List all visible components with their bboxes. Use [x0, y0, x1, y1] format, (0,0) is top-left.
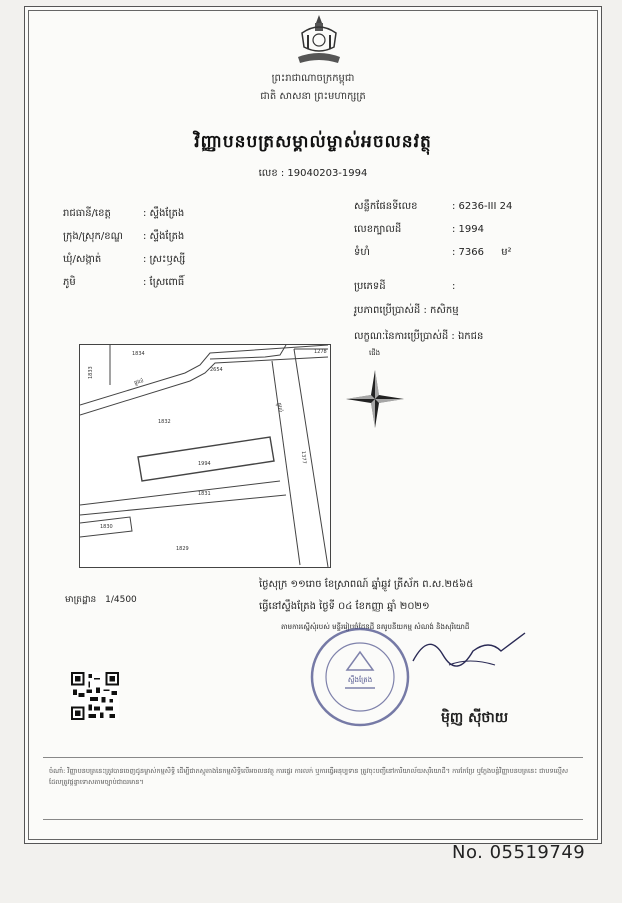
- issue-date-line: ធ្វើនៅស្ទឹងត្រែង ថ្ងៃទី ០៤ ខែកញ្ញា ឆ្នាំ ២០២១: [259, 601, 430, 612]
- certificate-number-label: លេខ :: [258, 168, 285, 179]
- handwritten-signature-icon: [409, 621, 529, 681]
- certificate-sheet: [28, 10, 598, 840]
- signer-name: ម៉ិញ ស៊ីថាយ: [441, 710, 509, 726]
- footnote-divider: [43, 757, 583, 758]
- royal-emblem-icon: [294, 13, 344, 67]
- lunar-date-line: ថ្ងៃសុក្រ ១១រោច ខែស្រាពណ៍ ឆ្នាំឆ្លូវ ត្រីស័ក ព.ស.២៥៦៥: [259, 579, 474, 590]
- map-label-1377: 1377: [299, 450, 307, 465]
- map-label-1832: 1832: [158, 419, 171, 425]
- parcel-row-map-sheet: សន្លឹកផែនទីលេខ : 6236-III 24: [354, 201, 513, 212]
- location-row-province: រាជធានី/ខេត្ត : ស្ទឹងត្រែង: [63, 208, 185, 219]
- compass-rose-icon: [344, 368, 406, 430]
- map-scale-label: មាត្រដ្ឋាន: [65, 595, 97, 605]
- map-scale-value: 1/4500: [105, 595, 137, 605]
- footnote-text: ចំណាំ: វិញ្ញាបនបត្រនេះត្រូវបានចេញជូនម្ចាស់កម្មសិទ្ធិ ដើម្បីជាភស្តុតាងនៃកម្មសិទ្ធិលើអចលនវត្ថុ ការផ្ទេរ ការលក់ ឬការធ្វើអនុប្បទាន ត្រូវចុះបញ្ជីនៅការិយាល័យសុរិយោដី។ ការកែប្រែ ឬក្លែងបន្លំវិញ្ញាបនបត្រនេះ ជាបទល្មើសដែលត្រូវផ្តន្ទាទោសតាមច្បាប់ជាធរមាន។: [49, 767, 569, 786]
- national-motto: ជាតិ សាសនា ព្រះមហាក្សត្រ: [260, 91, 366, 102]
- stamp-text: ស្ទឹងត្រែង: [347, 676, 373, 684]
- kingdom-heading: ព្រះរាជាណាចក្រកម្ពុជា: [271, 73, 355, 84]
- authority-line: តាមការស្នើសុំរបស់ មន្ទីររៀបចំដែនដី នគរូបនីយកម្ម សំណង់ និងសុរិយោដី: [281, 623, 470, 631]
- map-label-1278: 1278: [314, 349, 327, 355]
- area-unit: ម²: [501, 247, 512, 258]
- map-label-1834: 1834: [132, 351, 145, 357]
- parcel-row-use-nature: លក្ខណៈនៃការប្រើប្រាស់ដី : ឯកជន: [354, 331, 484, 342]
- map-label-1994: 1994: [198, 461, 211, 467]
- bottom-divider: [43, 819, 583, 820]
- certificate-number: [29, 166, 597, 181]
- map-road-label-2: ផ្លូវលំ: [275, 402, 284, 413]
- map-label-1830: 1830: [100, 524, 113, 530]
- location-row-district: ក្រុង/ស្រុក/ខណ្ឌ : ស្ទឹងត្រែង: [63, 231, 185, 242]
- map-label-2654: 2654: [210, 367, 223, 373]
- location-row-village: ភូមិ : ស្រែពោធិ៍: [63, 277, 185, 288]
- certificate-number-value: 19040203-1994: [287, 168, 368, 179]
- map-scale: [65, 594, 137, 607]
- map-label-1833: 1833: [88, 366, 94, 379]
- map-road-label-1: ផ្លូវលំ: [133, 378, 145, 387]
- qr-code-icon: [71, 671, 119, 721]
- north-label: ជើង: [369, 349, 381, 357]
- map-label-1829: 1829: [176, 546, 189, 552]
- parcel-row-parcel-number: លេខក្បាលដី : 1994: [354, 224, 484, 235]
- cadastral-map: [79, 344, 331, 568]
- parcel-row-area: ទំហំ : 7366 ម²: [354, 247, 512, 258]
- serial-number: No. 05519749: [452, 842, 586, 863]
- parcel-row-land-use: រូបភាពប្រើប្រាស់ដី : កសិកម្ម: [354, 305, 459, 316]
- official-stamp-icon: [309, 626, 411, 728]
- parcel-row-land-type: ប្រភេទដី :: [354, 281, 456, 292]
- map-label-1831: 1831: [198, 491, 211, 497]
- location-row-commune: ឃុំ/សង្កាត់ : ស្រះឫស្សី: [63, 254, 186, 265]
- document-title: វិញ្ញាបនបត្រសម្គាល់ម្ចាស់អចលនវត្ថុ: [194, 132, 432, 152]
